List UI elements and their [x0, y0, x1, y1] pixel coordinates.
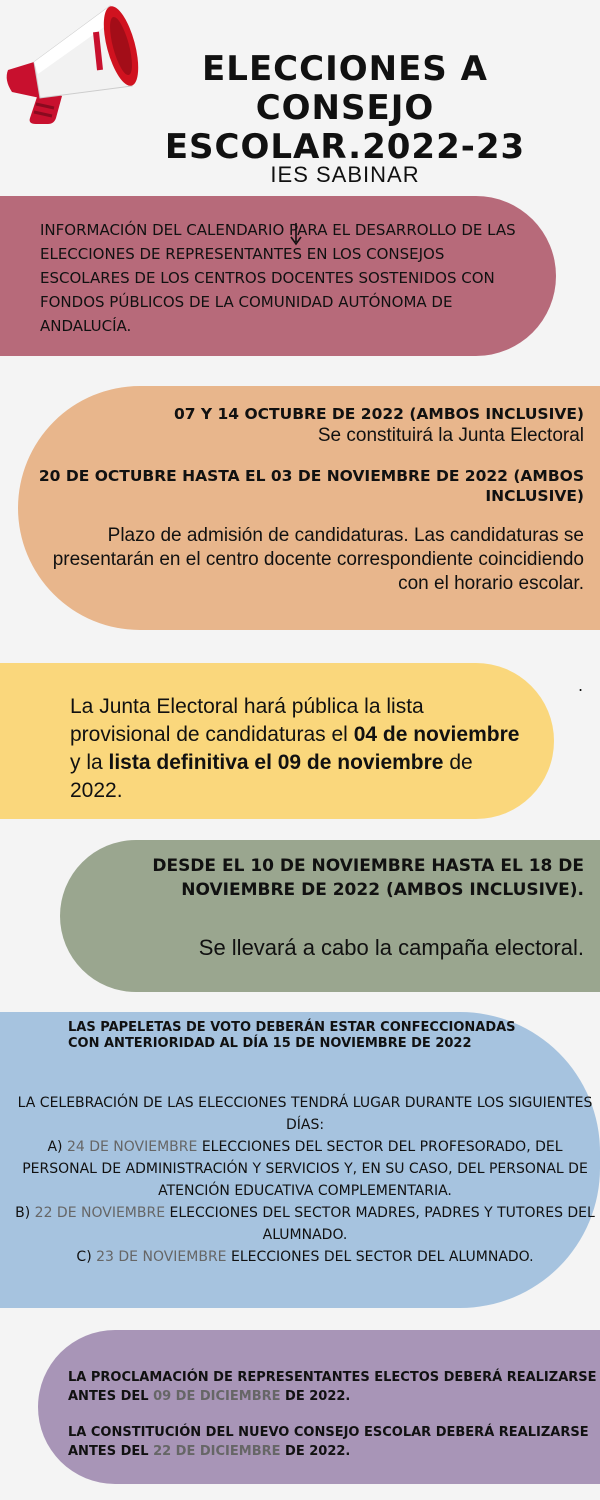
campaign-block	[60, 840, 600, 992]
proclamation-deadline: LA PROCLAMACIÓN DE REPRESENTANTES ELECTOS DEBERÁ REALIZARSE ANTES DEL 09 DE DICIEMBRE DE 2022.	[68, 1370, 597, 1404]
title-line-2: CONSEJO	[255, 88, 435, 128]
megaphone-icon	[0, 0, 140, 130]
calendar-info-block	[0, 196, 556, 356]
junta-electoral-block	[18, 386, 600, 630]
proclamation-date: 09 DE DICIEMBRE	[153, 1389, 281, 1404]
title-line-3: ESCOLAR.2022-23	[164, 127, 526, 167]
item-text: ELECCIONES DEL SECTOR DEL ALUMNADO.	[230, 1249, 534, 1265]
provisional-list-date: 04 de noviembre	[353, 723, 520, 746]
candidature-date: 20 DE OCTUBRE HASTA EL 03 DE NOVIEMBRE DE 2022 (AMBOS INCLUSIVE)	[38, 467, 584, 505]
list-text-3: de 2022.	[70, 751, 473, 802]
campaign-text: Se llevará a cabo la campaña electoral.	[198, 935, 584, 960]
item-date: 23 DE NOVIEMBRE	[96, 1249, 227, 1265]
page-subtitle: IES SABINAR	[270, 162, 420, 187]
item-date: 22 DE NOVIEMBRE	[34, 1205, 166, 1221]
voting-item-a	[10, 1136, 600, 1202]
item-text: ELECCIONES DEL SECTOR MADRES, PADRES Y TUTORES DEL ALUMNADO.	[169, 1205, 595, 1243]
item-text: ELECCIONES DEL SECTOR DEL PROFESORADO, DEL PERSONAL DE ADMINISTRACIÓN Y SERVICIOS Y, EN SU CASO, DEL PERSONAL DE ATENCIÓN EDUCATIVA COMPLEMENTARIA.	[22, 1139, 588, 1199]
stray-dot: .	[578, 676, 584, 695]
constitution-date: 07 Y 14 OCTUBRE DE 2022 (AMBOS INCLUSIVE)	[173, 405, 584, 423]
definitive-list-date: lista definitiva el 09 de noviembre	[108, 751, 444, 774]
constitution-text: Se constituirá la Junta Electoral	[317, 425, 584, 446]
voting-item-c	[10, 1246, 600, 1268]
candidate-list-block	[0, 663, 554, 819]
candidature-text: Plazo de admisión de candidaturas. Las candidaturas se presentarán en el centro docente correspondiente coincidiendo con el horario escolar.	[52, 525, 584, 594]
item-letter: B)	[15, 1205, 31, 1221]
ballot-deadline: LAS PAPELETAS DE VOTO DEBERÁN ESTAR CONFECCIONADAS CON ANTERIORIDAD AL DÍA 15 DE NOVIEMBRE DE 2022	[68, 1020, 516, 1051]
voting-days-list	[10, 1092, 600, 1268]
campaign-dates: DESDE EL 10 DE NOVIEMBRE HASTA EL 18 DE NOVIEMBRE DE 2022 (AMBOS INCLUSIVE).	[152, 856, 584, 900]
title-line-1: ELECCIONES A	[202, 49, 488, 89]
list-text-2: y la	[70, 751, 109, 774]
constitution-date: 22 DE DICIEMBRE	[153, 1444, 281, 1459]
proclamation-text	[68, 1368, 600, 1478]
list-text-1: La Junta Electoral hará pública la lista provisional de candidaturas el	[70, 695, 424, 746]
item-letter: C)	[76, 1249, 92, 1265]
cursor-icon	[288, 222, 304, 248]
calendar-info-text: INFORMACIÓN DEL CALENDARIO PARA EL DESARROLLO DE LAS ELECCIONES DE REPRESENTANTES EN LOS CONSEJOS ESCOLARES DE LOS CENTROS DOCENTES SOSTENIDOS CON FONDOS PÚBLICOS DE LA COMUNIDAD AUTÓNOMA DE ANDALUCÍA.	[40, 221, 516, 335]
item-date: 24 DE NOVIEMBRE	[66, 1139, 198, 1155]
voting-intro: LA CELEBRACIÓN DE LAS ELECCIONES TENDRÁ LUGAR DURANTE LOS SIGUIENTES DÍAS:	[17, 1095, 593, 1133]
item-letter: A)	[47, 1139, 63, 1155]
page-title	[140, 50, 550, 167]
constitution-deadline: LA CONSTITUCIÓN DEL NUEVO CONSEJO ESCOLAR DEBERÁ REALIZARSE ANTES DEL 22 DE DICIEMBRE DE 2022.	[68, 1425, 589, 1459]
voting-item-b	[10, 1202, 600, 1246]
